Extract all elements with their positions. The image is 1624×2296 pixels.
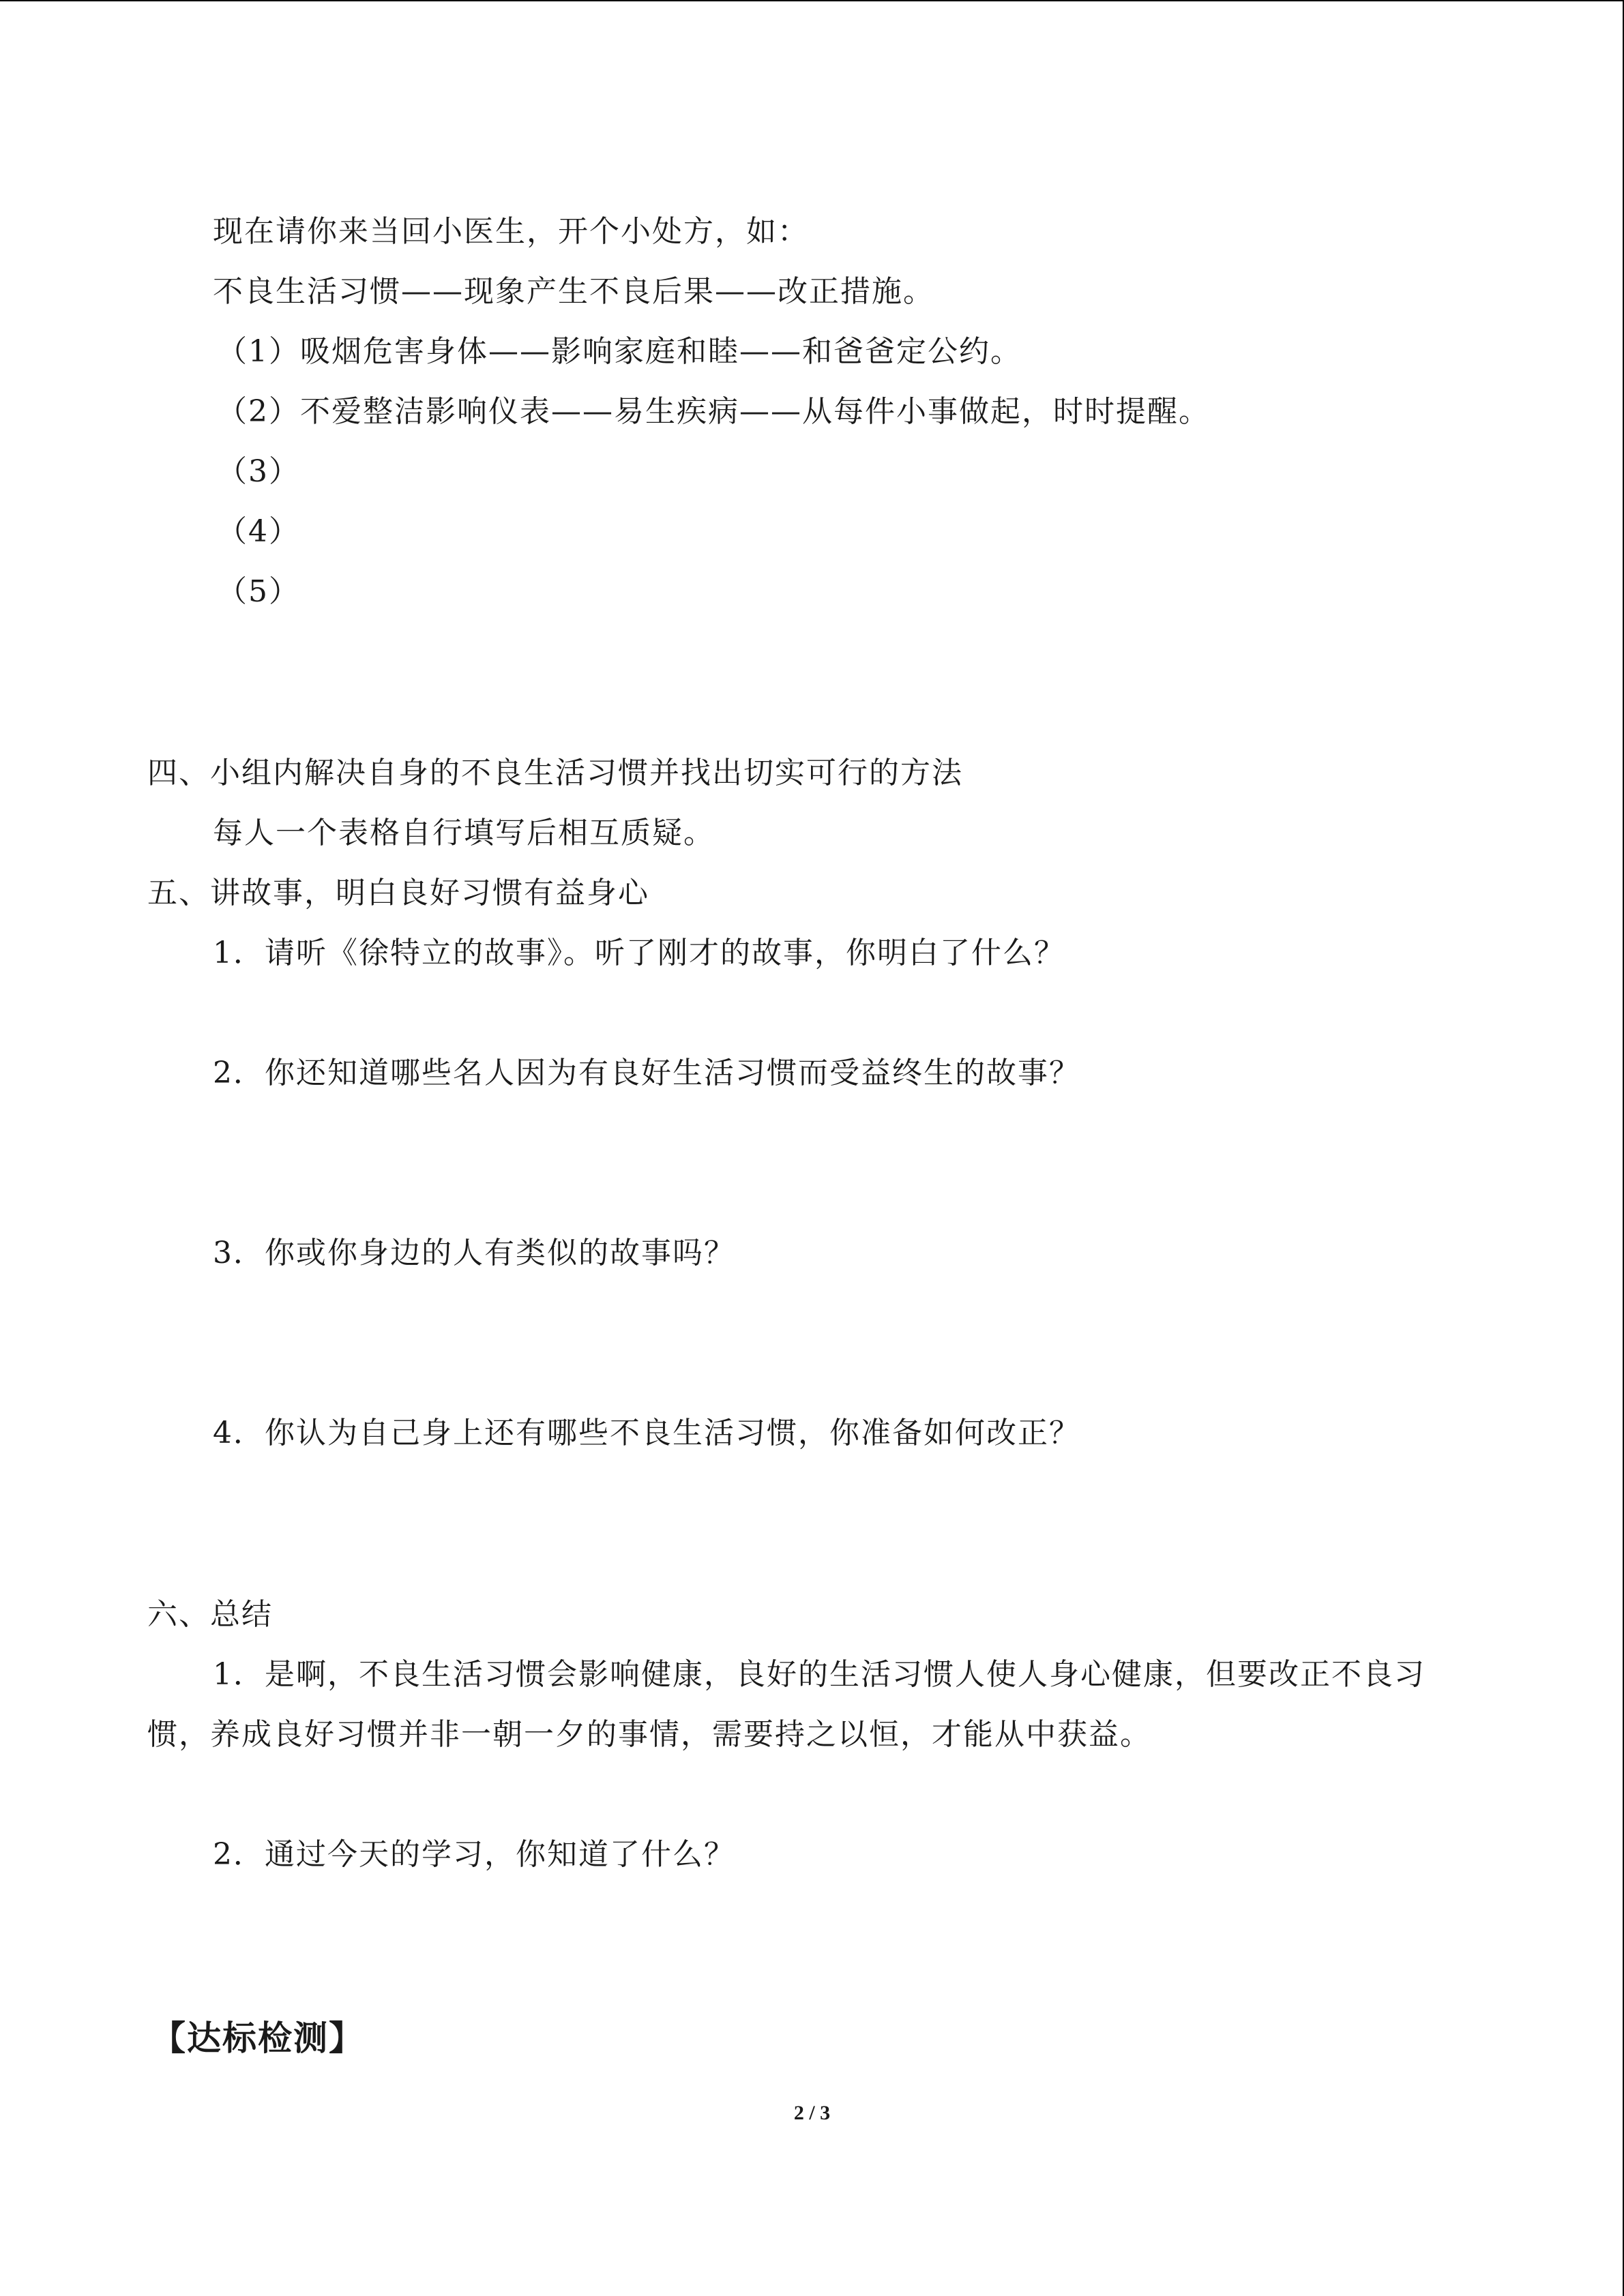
section5-title: 五、讲故事，明白良好习惯有益身心: [147, 876, 649, 910]
prescription-format: 不良生活习惯——现象产生不良后果——改正措施。: [213, 274, 934, 309]
prescription-item-5: （5）: [217, 574, 300, 609]
assessment-heading: 【达标检测】: [151, 2018, 364, 2058]
story-question-1: 1．请听《徐特立的故事》。听了刚才的故事，你明白了什么？: [213, 936, 1065, 970]
prescription-item-3: （3）: [217, 454, 300, 489]
section4-title: 四、小组内解决自身的不良生活习惯并找出切实可行的方法: [147, 756, 963, 790]
prescription-item-1: （1）吸烟危害身体——影响家庭和睦——和爸爸定公约。: [217, 334, 1022, 369]
section6-title: 六、总结: [147, 1597, 273, 1632]
summary-point-1-line-2: 惯，养成良好习惯并非一朝一夕的事情，需要持之以恒，才能从中获益。: [147, 1717, 1151, 1752]
page-number: 2 / 3: [793, 2102, 831, 2124]
prescription-item-2: （2）不爱整洁影响仪表——易生疾病——从每件小事做起，时时提醒。: [217, 394, 1210, 429]
summary-point-1-line-1: 1．是啊，不良生活习惯会影响健康，良好的生活习惯人使人身心健康，但要改正不良习: [213, 1657, 1426, 1692]
story-question-4: 4．你认为自己身上还有哪些不良生活习惯，你准备如何改正？: [213, 1416, 1080, 1450]
section4-body: 每人一个表格自行填写后相互质疑。: [213, 816, 715, 850]
prescription-item-4: （4）: [217, 514, 300, 549]
story-question-3: 3．你或你身边的人有类似的故事吗？: [213, 1236, 735, 1270]
summary-point-2: 2．通过今天的学习，你知道了什么？: [213, 1837, 735, 1872]
prescription-intro: 现在请你来当回小医生，开个小处方，如：: [213, 214, 809, 249]
story-question-2: 2．你还知道哪些名人因为有良好生活习惯而受益终生的故事？: [213, 1056, 1080, 1090]
